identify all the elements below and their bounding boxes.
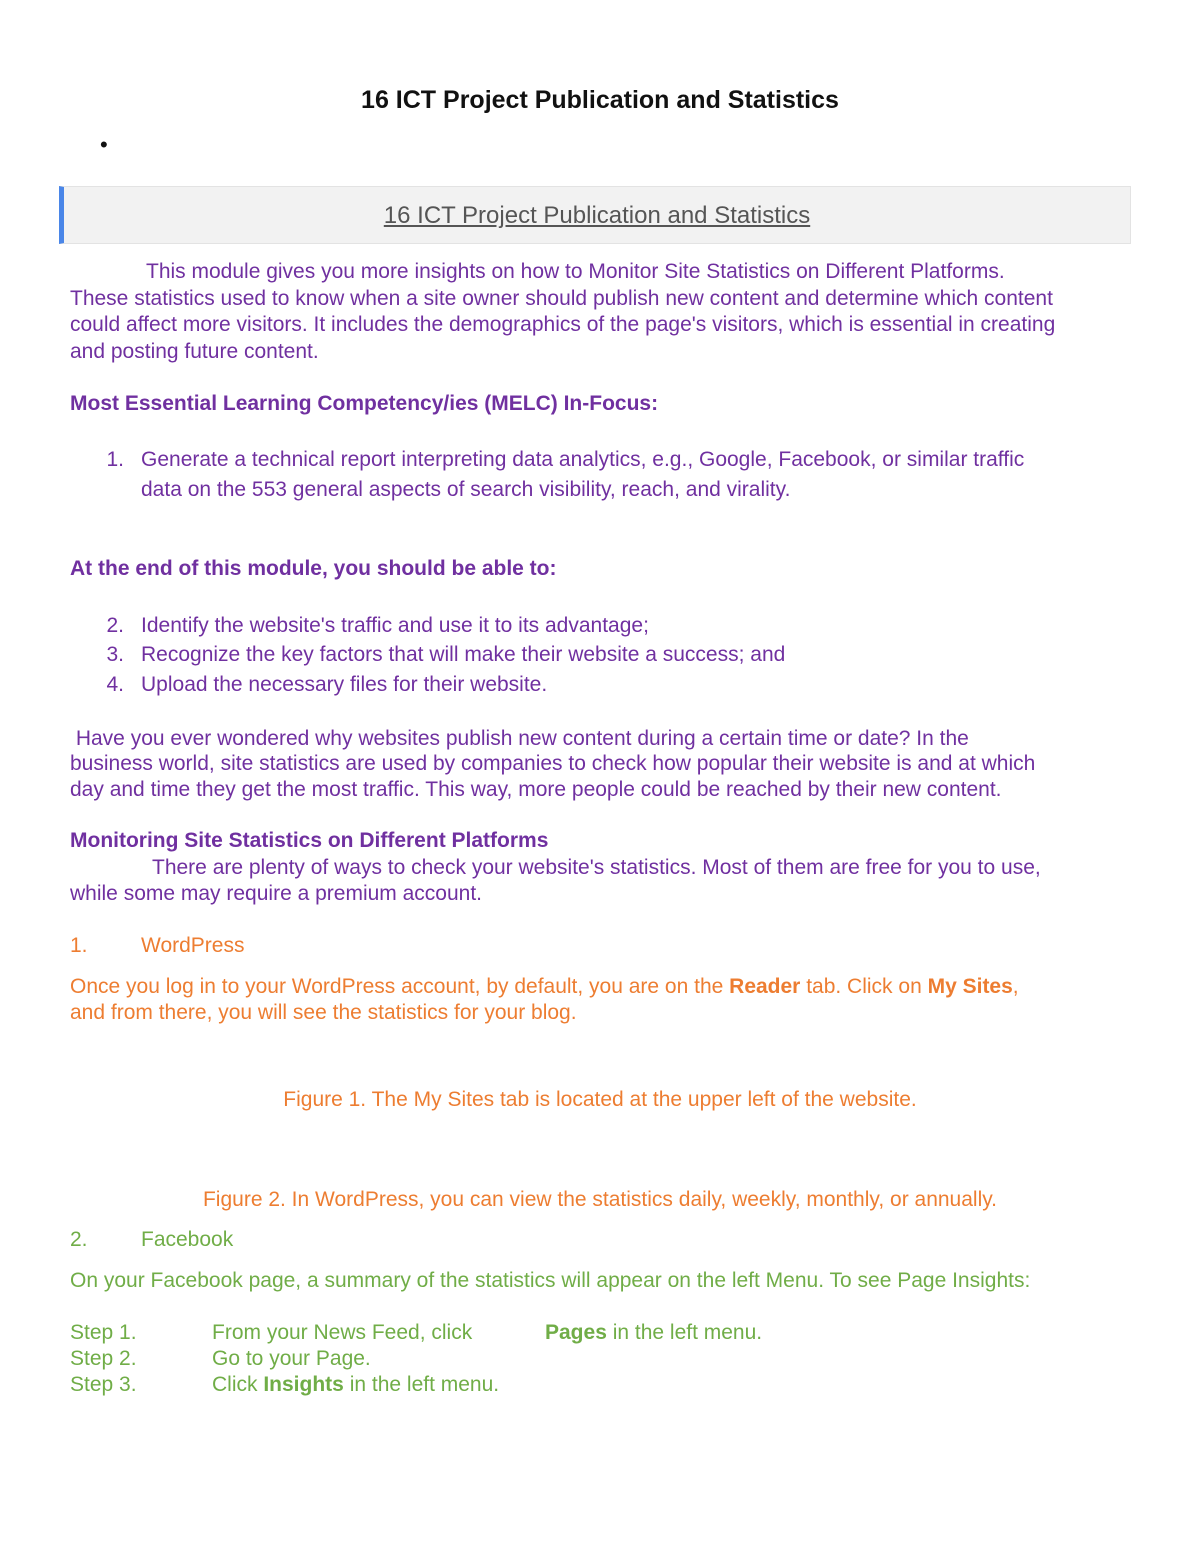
figure-2-caption: Figure 2. In WordPress, you can view the statistics daily, weekly, monthly, or annually.	[202, 1188, 998, 1211]
melc-heading: Most Essential Learning Competency/ies (MELC) In-Focus:	[70, 392, 659, 415]
step-1-text-b	[545, 1321, 762, 1345]
step-3-text-a: Click	[212, 1373, 264, 1396]
insights-ref: Insights	[263, 1373, 344, 1396]
wordpress-text-c: tab. Click on	[800, 975, 928, 998]
melc-item-1-number: 1.	[106, 448, 124, 471]
intro-line-4: and posting future content.	[70, 340, 319, 363]
intro-line-1: This module gives you more insights on how to Monitor Site Statistics on Different Platforms.	[146, 260, 1005, 283]
monitoring-line-1: There are plenty of ways to check your website's statistics. Most of them are free for you to use,	[152, 856, 1041, 879]
title-banner	[59, 186, 1131, 244]
objective-2-text: Identify the website's traffic and use it to its advantage;	[141, 614, 649, 637]
reader-tab-ref: Reader	[729, 975, 801, 998]
figure-1-caption: Figure 1. The My Sites tab is located at the upper left of the website.	[283, 1088, 917, 1111]
wonder-line-1: Have you ever wondered why websites publish new content during a certain time or date? In the	[70, 727, 969, 750]
step-1-text-a: From your News Feed, click	[212, 1321, 473, 1344]
step-1-text-c: in the left menu.	[606, 1321, 763, 1344]
wordpress-label: WordPress	[141, 934, 245, 957]
objective-3-text: Recognize the key factors that will make their website a success; and	[141, 643, 786, 666]
banner-title: 16 ICT Project Publication and Statistics	[383, 202, 811, 229]
objectives-heading: At the end of this module, you should be able to:	[70, 557, 557, 580]
melc-item-1-line-2: data on the 553 general aspects of search visibility, reach, and virality.	[141, 478, 791, 501]
step-1-label: Step 1.	[70, 1321, 137, 1344]
objective-4-number: 4.	[106, 673, 124, 696]
step-3-text	[212, 1373, 499, 1397]
intro-line-3: could affect more visitors. It includes the demographics of the page's visitors, which is essential in creating	[70, 313, 1056, 336]
step-3-text-c: in the left menu.	[343, 1373, 500, 1396]
objective-2-number: 2.	[106, 614, 124, 637]
step-2-label: Step 2.	[70, 1347, 137, 1370]
facebook-intro: On your Facebook page, a summary of the statistics will appear on the left Menu. To see Page Insights:	[70, 1269, 1031, 1292]
objective-3-number: 3.	[106, 643, 124, 666]
pages-ref: Pages	[545, 1321, 607, 1344]
facebook-number: 2.	[70, 1228, 88, 1251]
wordpress-paragraph-line-2: and from there, you will see the statistics for your blog.	[70, 1001, 577, 1024]
step-2-text: Go to your Page.	[212, 1347, 371, 1370]
facebook-label: Facebook	[141, 1228, 234, 1251]
my-sites-ref: My Sites	[927, 975, 1013, 998]
melc-item-1-line-1: Generate a technical report interpreting data analytics, e.g., Google, Facebook, or similar traffic	[141, 448, 1025, 471]
monitoring-line-2: while some may require a premium account.	[70, 882, 483, 905]
wordpress-text-a: Once you log in to your WordPress account, by default, you are on the	[70, 975, 730, 998]
wordpress-paragraph-line-1	[70, 975, 1019, 999]
intro-line-2: These statistics used to know when a site owner should publish new content and determine which content	[70, 287, 1053, 310]
empty-bullet: •	[100, 132, 108, 157]
wordpress-number: 1.	[70, 934, 88, 957]
wonder-line-2: business world, site statistics are used by companies to check how popular their website is and at which	[70, 752, 1036, 775]
monitoring-heading: Monitoring Site Statistics on Different Platforms	[70, 829, 549, 852]
page-title: 16 ICT Project Publication and Statistics	[361, 86, 839, 114]
wonder-line-3: day and time they get the most traffic. This way, more people could be reached by their new content.	[70, 778, 1002, 801]
objective-4-text: Upload the necessary files for their website.	[141, 673, 548, 696]
wordpress-text-e: ,	[1012, 975, 1019, 998]
step-3-label: Step 3.	[70, 1373, 137, 1396]
